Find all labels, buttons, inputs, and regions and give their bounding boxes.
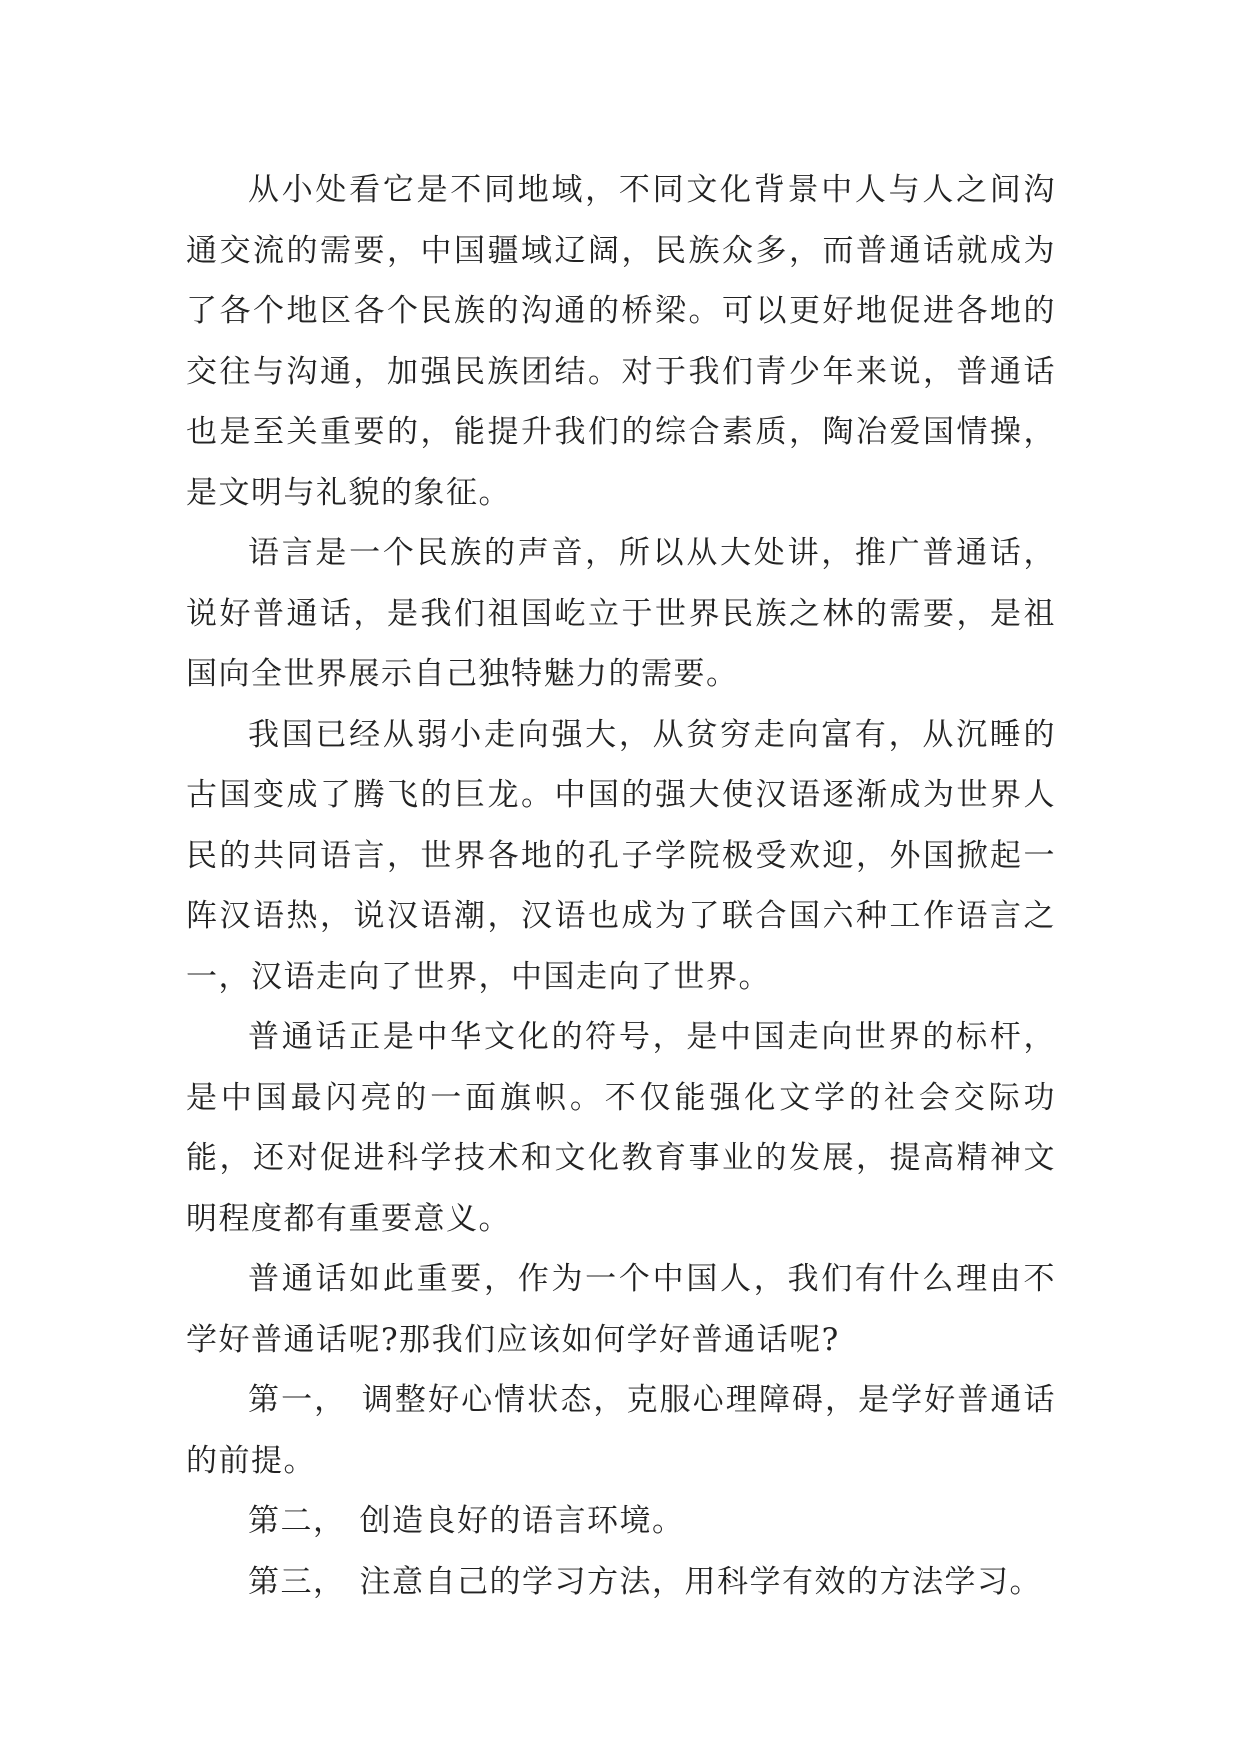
paragraph-3: 我国已经从弱小走向强大，从贫穷走向富有，从沉睡的古国变成了腾飞的巨龙。中国的强大使汉语逐渐成为世界人民的共同语言，世界各地的孔子学院极受欢迎，外国掀起一阵汉语热，说汉语潮，汉语也成为了联合国六种工作语言之一，汉语走向了世界，中国走向了世界。 xyxy=(186,716,1056,995)
point-3-label: 第三， xyxy=(248,1563,346,1600)
point-1-text: 调整好心情状态，克服心理障碍，是学好普通话的前提。 xyxy=(186,1382,1056,1479)
paragraph-5: 普通话如此重要，作为一个中国人，我们有什么理由不学好普通话呢?那我们应该如何学好普通话呢? xyxy=(186,1261,1056,1358)
point-3 xyxy=(186,1552,1056,1613)
document-body xyxy=(186,160,1056,1612)
paragraph-2: 语言是一个民族的声音，所以从大处讲，推广普通话，说好普通话，是我们祖国屹立于世界民族之林的需要，是祖国向全世界展示自己独特魅力的需要。 xyxy=(186,535,1056,692)
paragraph-4: 普通话正是中华文化的符号，是中国走向世界的标杆，是中国最闪亮的一面旗帜。不仅能强化文学的社会交际功能，还对促进科学技术和文化教育事业的发展，提高精神文明程度都有重要意义。 xyxy=(186,1019,1056,1237)
point-3-text: 注意自己的学习方法，用科学有效的方法学习。 xyxy=(359,1563,1042,1600)
point-2 xyxy=(186,1491,1056,1552)
paragraph-1: 从小处看它是不同地域，不同文化背景中人与人之间沟通交流的需要，中国疆域辽阔，民族众多，而普通话就成为了各个地区各个民族的沟通的桥梁。可以更好地促进各地的交往与沟通，加强民族团结。对于我们青少年来说，普通话也是至关重要的，能提升我们的综合素质，陶冶爱国情操，是文明与礼貌的象征。 xyxy=(186,172,1056,511)
point-1-label: 第一， xyxy=(248,1382,348,1418)
point-1 xyxy=(186,1370,1056,1491)
point-2-label: 第二， xyxy=(248,1503,346,1539)
point-2-text: 创造良好的语言环境。 xyxy=(359,1503,685,1539)
